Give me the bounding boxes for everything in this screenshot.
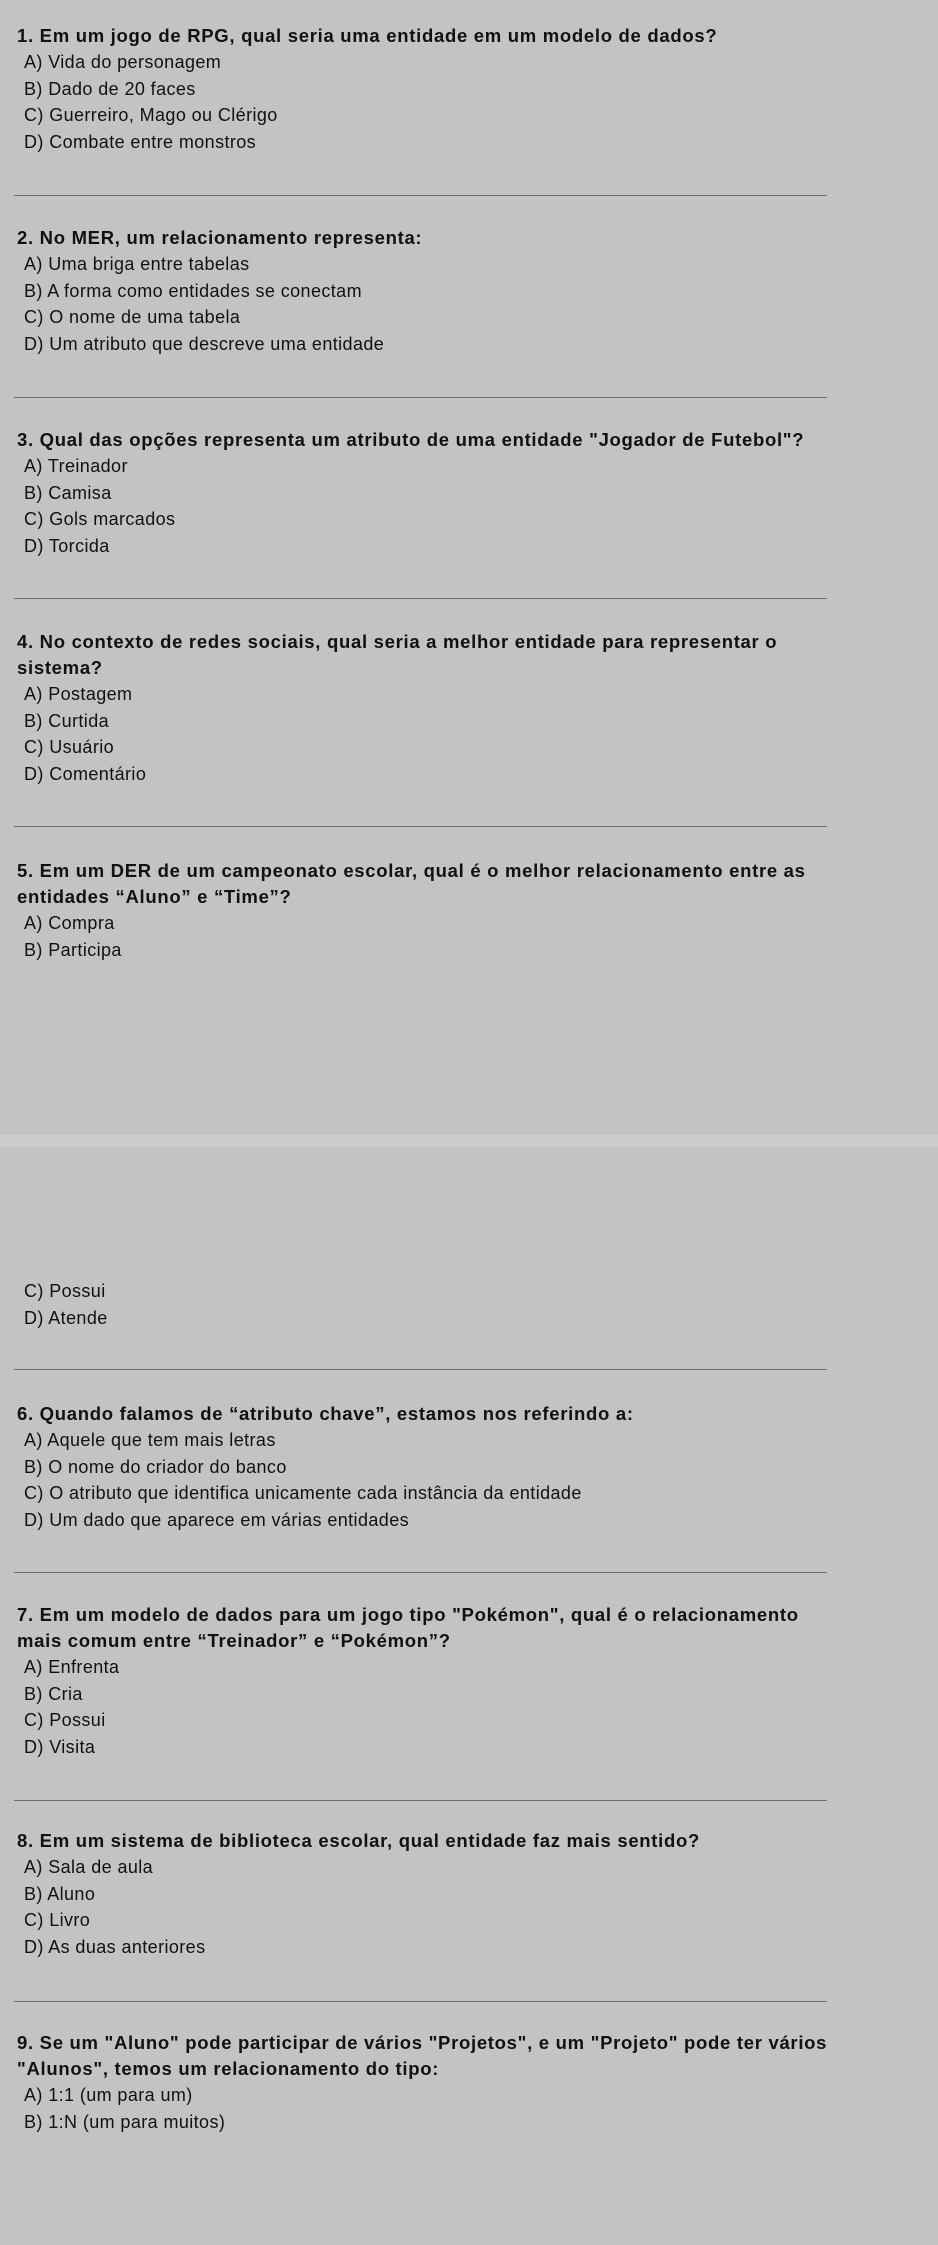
divider <box>14 1800 827 1801</box>
question-9 <box>17 2030 837 2135</box>
divider <box>14 1572 827 1573</box>
divider <box>14 195 827 196</box>
question-title: 8. Em um sistema de biblioteca escolar, qual entidade faz mais sentido? <box>17 1830 701 1851</box>
question-title: 3. Qual das opções representa um atributo de uma entidade "Jogador de Futebol"? <box>17 429 805 450</box>
option-b: B) Camisa <box>24 482 112 503</box>
option-a: A) Vida do personagem <box>24 52 222 72</box>
question-5 <box>17 858 837 963</box>
option-c: C) Guerreiro, Mago ou Clérigo <box>24 105 278 125</box>
divider <box>14 1369 827 1370</box>
option-c: C) Possui <box>24 1710 106 1730</box>
question-6 <box>17 1401 837 1533</box>
option-b: B) Dado de 20 faces <box>24 78 196 99</box>
option-d: D) Torcida <box>24 535 110 556</box>
option-d: D) Combate entre monstros <box>24 131 257 152</box>
question-title: 6. Quando falamos de “atributo chave”, estamos nos referindo a: <box>17 1403 634 1424</box>
page-2 <box>0 1147 938 2245</box>
option-b: B) O nome do criador do banco <box>24 1456 287 1477</box>
question-7 <box>17 1602 837 1760</box>
divider <box>14 598 827 599</box>
option-c: C) O nome de uma tabela <box>24 307 241 327</box>
option-b: B) Cria <box>24 1683 83 1704</box>
option-b: B) Aluno <box>24 1883 96 1904</box>
option-a: A) Aquele que tem mais letras <box>24 1430 276 1450</box>
page-break <box>0 1135 938 1147</box>
option-c: C) O atributo que identifica unicamente cada instância da entidade <box>24 1483 582 1503</box>
option-a: A) Compra <box>24 913 115 933</box>
option-a: A) Sala de aula <box>24 1857 154 1877</box>
question-2 <box>17 225 837 357</box>
question-title-line-1: 9. Se um "Aluno" pode participar de vários "Projetos", e um "Projeto" pode ter vários <box>17 2032 828 2053</box>
option-a: A) Uma briga entre tabelas <box>24 254 250 274</box>
question-title-line-1: 5. Em um DER de um campeonato escolar, qual é o melhor relacionamento entre as <box>17 860 806 881</box>
option-b: B) Curtida <box>24 710 110 731</box>
question-3 <box>17 427 837 559</box>
option-b: B) A forma como entidades se conectam <box>24 280 362 301</box>
option-c: C) Gols marcados <box>24 509 176 529</box>
option-d: D) Um atributo que descreve uma entidade <box>24 333 385 354</box>
divider <box>14 397 827 398</box>
option-d: D) Atende <box>24 1307 108 1328</box>
option-a: A) Enfrenta <box>24 1657 120 1677</box>
option-a: A) Postagem <box>24 684 133 704</box>
option-b: B) 1:N (um para muitos) <box>24 2111 226 2132</box>
question-title: 2. No MER, um relacionamento representa: <box>17 227 423 248</box>
question-title-line-2: "Alunos", temos um relacionamento do tipo: <box>17 2058 440 2079</box>
option-d: D) Comentário <box>24 763 147 784</box>
option-d: D) Um dado que aparece em várias entidades <box>24 1509 409 1530</box>
question-title-line-2: sistema? <box>17 657 103 678</box>
question-title-line-2: entidades “Aluno” e “Time”? <box>17 886 292 907</box>
question-title-line-1: 4. No contexto de redes sociais, qual seria a melhor entidade para representar o <box>17 631 778 652</box>
question-title-line-1: 7. Em um modelo de dados para um jogo tipo "Pokémon", qual é o relacionamento <box>17 1604 799 1625</box>
option-d: D) Visita <box>24 1736 96 1757</box>
option-b: B) Participa <box>24 939 122 960</box>
question-8 <box>17 1828 837 1960</box>
option-c: C) Possui <box>24 1281 106 1301</box>
option-a: A) 1:1 (um para um) <box>24 2085 193 2105</box>
option-c: C) Usuário <box>24 737 115 757</box>
question-5-continued <box>17 1278 837 1331</box>
question-title-line-2: mais comum entre “Treinador” e “Pokémon”? <box>17 1630 451 1651</box>
question-1 <box>17 23 837 155</box>
divider <box>14 2001 827 2002</box>
question-4 <box>17 629 837 787</box>
option-d: D) As duas anteriores <box>24 1936 206 1957</box>
question-title: 1. Em um jogo de RPG, qual seria uma entidade em um modelo de dados? <box>17 25 718 46</box>
option-a: A) Treinador <box>24 456 128 476</box>
option-c: C) Livro <box>24 1910 91 1930</box>
divider <box>14 826 827 827</box>
